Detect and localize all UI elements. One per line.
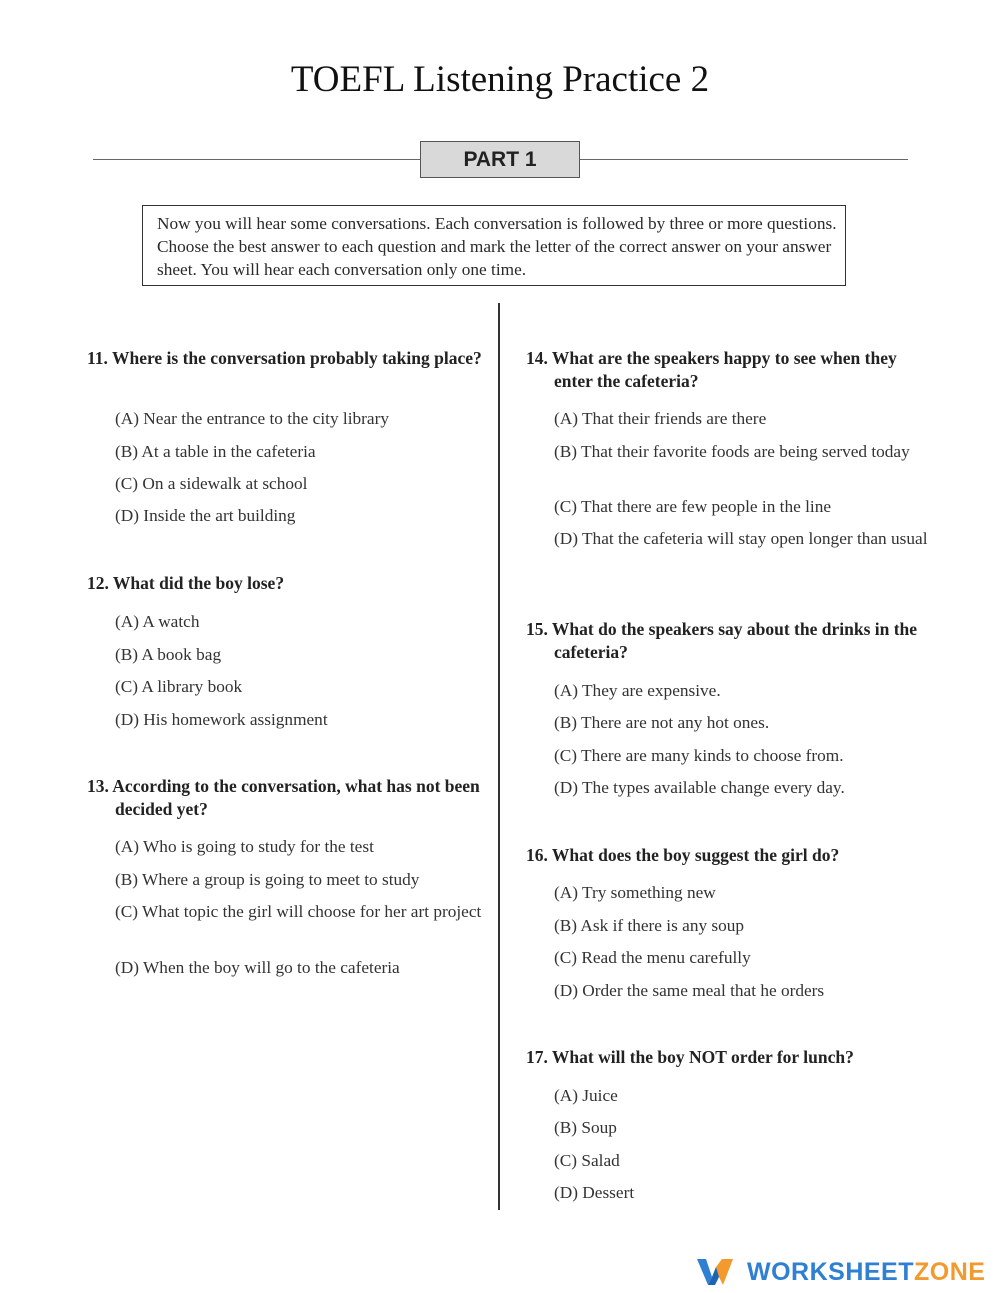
question-15-title: 15. What do the speakers say about the drinks in the cafeteria? — [526, 619, 918, 662]
question-16-option-a[interactable]: (A) Try something new — [554, 883, 716, 902]
question-16-title: 16. What does the boy suggest the girl do? — [526, 845, 840, 865]
question-13-title: 13. According to the conversation, what has not been decided yet? — [87, 776, 480, 819]
question-12-option-a[interactable]: (A) A watch — [115, 612, 200, 631]
question-11-title: 11. Where is the conversation probably taking place? — [87, 348, 482, 368]
question-11-option-b[interactable]: (B) At a table in the cafeteria — [115, 442, 316, 461]
logo-wordmark — [747, 1258, 985, 1287]
question-15-option-d[interactable]: (D) The types available change every day. — [554, 778, 845, 797]
part-header — [93, 141, 908, 178]
question-17-title: 17. What will the boy NOT order for lunch? — [526, 1047, 854, 1067]
question-12-title: 12. What did the boy lose? — [87, 573, 285, 593]
worksheetzone-logo — [693, 1253, 993, 1293]
instructions-box: Now you will hear some conversations. Each conversation is followed by three or more questions. Choose the best answer to each question and mark the letter of the correct answer on your answer sheet. You will hear each conversation only one time. — [142, 205, 846, 286]
question-15-option-a[interactable]: (A) They are expensive. — [554, 681, 721, 700]
question-13-option-a[interactable]: (A) Who is going to study for the test — [115, 837, 374, 856]
question-11-option-d[interactable]: (D) Inside the art building — [115, 506, 296, 525]
question-14-option-c[interactable]: (C) That there are few people in the line — [554, 497, 832, 516]
question-17-option-d[interactable]: (D) Dessert — [554, 1183, 635, 1202]
logo-text-zone: ZONE — [914, 1258, 986, 1286]
question-12-option-d[interactable]: (D) His homework assignment — [115, 710, 328, 729]
question-17-option-c[interactable]: (C) Salad — [554, 1151, 620, 1170]
question-13-option-b[interactable]: (B) Where a group is going to meet to study — [115, 870, 420, 889]
question-13-option-c[interactable]: (C) What topic the girl will choose for her art project — [115, 902, 482, 921]
part-label: PART 1 — [420, 141, 580, 178]
question-16-option-b[interactable]: (B) Ask if there is any soup — [554, 916, 745, 935]
question-12-option-c[interactable]: (C) A library book — [115, 677, 243, 696]
part-rule-left — [93, 159, 420, 160]
question-11-option-a[interactable]: (A) Near the entrance to the city library — [115, 409, 389, 428]
question-14-title: 14. What are the speakers happy to see when they enter the cafeteria? — [526, 348, 897, 391]
worksheetzone-logo-icon — [695, 1255, 735, 1289]
question-15-option-c[interactable]: (C) There are many kinds to choose from. — [554, 746, 844, 765]
question-13-option-d[interactable]: (D) When the boy will go to the cafeteria — [115, 958, 400, 977]
question-14-option-a[interactable]: (A) That their friends are there — [554, 409, 767, 428]
question-14-option-d[interactable]: (D) That the cafeteria will stay open longer than usual — [554, 529, 928, 548]
question-12-option-b[interactable]: (B) A book bag — [115, 645, 222, 664]
logo-text-worksheet: WORKSHEET — [747, 1258, 914, 1286]
question-11-option-c[interactable]: (C) On a sidewalk at school — [115, 474, 308, 493]
question-17-option-a[interactable]: (A) Juice — [554, 1086, 618, 1105]
page-title: TOEFL Listening Practice 2 — [290, 59, 710, 100]
question-17-option-b[interactable]: (B) Soup — [554, 1118, 617, 1137]
question-14-option-b[interactable]: (B) That their favorite foods are being served today — [554, 442, 910, 461]
part-rule-right — [580, 159, 908, 160]
question-16-option-c[interactable]: (C) Read the menu carefully — [554, 948, 751, 967]
question-15-option-b[interactable]: (B) There are not any hot ones. — [554, 713, 770, 732]
question-16-option-d[interactable]: (D) Order the same meal that he orders — [554, 981, 825, 1000]
